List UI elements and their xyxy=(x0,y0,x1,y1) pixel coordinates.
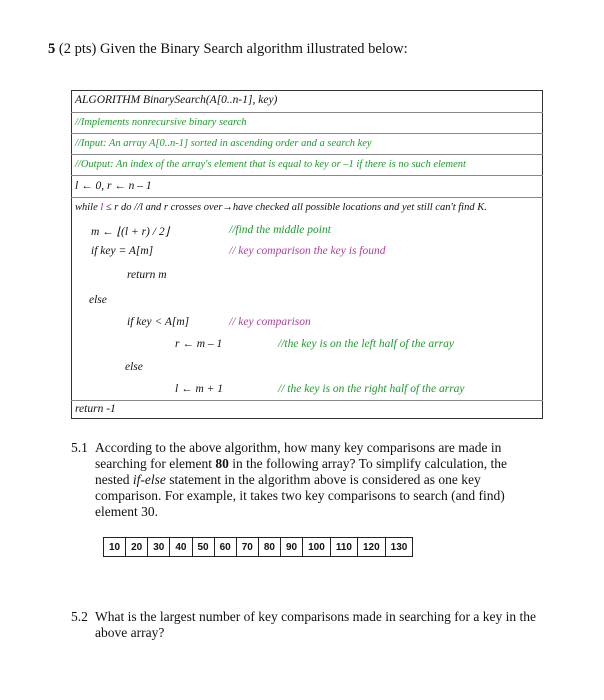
if-comment: // key comparison the key is found xyxy=(229,245,386,257)
q51-bold-number: 80 xyxy=(215,456,229,471)
array-cell: 90 xyxy=(281,538,303,557)
q52-number: 5.2 xyxy=(71,609,88,624)
comment-input: //Input: An array A[0..n-1] sorted in ascending order and a search key xyxy=(75,138,372,149)
algorithm-title: ALGORITHM BinarySearch(A[0..n-1], key) xyxy=(75,94,278,106)
separator xyxy=(71,133,543,134)
array-cell: 60 xyxy=(214,538,236,557)
r-assign: r ← m – 1 xyxy=(175,338,223,350)
separator xyxy=(71,112,543,113)
mid-comment: //find the middle point xyxy=(229,224,331,236)
while-condition: ≤ r do xyxy=(105,202,132,213)
array-cell: 110 xyxy=(330,538,357,557)
array-cell: 10 xyxy=(104,538,126,557)
while-comment: //l and r crosses over→have checked all possible locations and yet still can't find K. xyxy=(134,202,487,213)
separator xyxy=(71,400,543,401)
table-row xyxy=(104,538,413,557)
separator xyxy=(71,197,543,198)
while-line xyxy=(75,202,487,213)
array-cell: 40 xyxy=(170,538,192,557)
l-assign: l ← m + 1 xyxy=(175,383,224,395)
array-cell: 130 xyxy=(385,538,413,557)
array-cell: 100 xyxy=(303,538,331,557)
while-l: l xyxy=(100,202,104,213)
array-cell: 70 xyxy=(236,538,258,557)
q52-text: What is the largest number of key comparisons made in searching for a key in the above array? xyxy=(95,609,536,640)
r-comment: //the key is on the left half of the array xyxy=(278,338,454,350)
if2-comment: // key comparison xyxy=(229,316,311,328)
q51-text-a: According to the above algorithm, how many key comparisons are made in searching for element xyxy=(95,440,502,471)
else-keyword: else xyxy=(89,294,107,306)
q51-number: 5.1 xyxy=(71,440,88,455)
q51-italic: if-else xyxy=(132,472,166,487)
comment-output: //Output: An index of the array's element that is equal to key or –1 if there is no such element xyxy=(75,159,466,170)
array-cell: 50 xyxy=(192,538,214,557)
question-header-text: (2 pts) Given the Binary Search algorithm illustrated below: xyxy=(58,41,408,57)
if2-line: if key < A[m] xyxy=(127,316,190,328)
init-line: l ← 0, r ← n – 1 xyxy=(75,180,152,192)
return-neg: return -1 xyxy=(75,403,116,415)
array-cell: 120 xyxy=(357,538,385,557)
separator xyxy=(71,175,543,176)
else-keyword: else xyxy=(125,361,143,373)
comment-implements: //Implements nonrecursive binary search xyxy=(75,117,247,128)
if-line: if key = A[m] xyxy=(91,245,154,257)
return-m: return m xyxy=(127,269,167,281)
array-cell: 80 xyxy=(258,538,280,557)
mid-line: m ← ⌊(l + r) / 2⌋ xyxy=(91,226,170,238)
q51-text-c: statement in the algorithm above is considered as one key comparison. For example, it takes two key comparisons to search (and find) element 30. xyxy=(95,472,505,519)
array-cell: 30 xyxy=(148,538,170,557)
separator xyxy=(71,154,543,155)
q51-text xyxy=(95,440,535,520)
l-comment: // the key is on the right half of the array xyxy=(278,383,465,395)
array-cell: 20 xyxy=(126,538,148,557)
array-table xyxy=(103,537,413,557)
question-number: 5 xyxy=(48,41,56,57)
q51-text-b: in the following array? To simplify calculation, the nested xyxy=(95,456,507,487)
while-keyword: while xyxy=(75,202,98,213)
question-header xyxy=(48,41,408,58)
